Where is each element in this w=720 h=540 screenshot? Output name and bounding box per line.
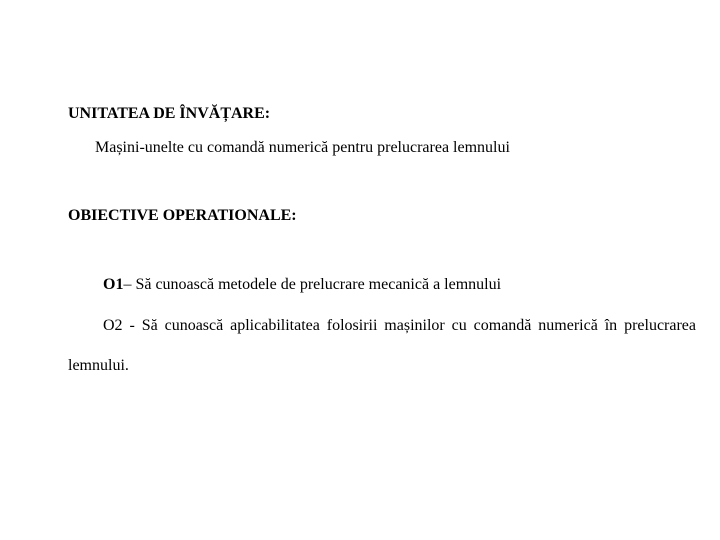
objectives-heading: OBIECTIVE OPERATIONALE: bbox=[68, 207, 297, 224]
learning-unit-title: Mașini-unelte cu comandă numerică pentru prelucrarea lemnului bbox=[95, 139, 510, 156]
objective-item-o2 bbox=[68, 306, 696, 386]
objective-code: O1 bbox=[103, 276, 124, 293]
objective-code: O2 bbox=[103, 317, 123, 334]
objective-text: - Să cunoască aplicabilitatea folosirii mașinilor cu comandă numerică în prelucrarea lemnului. bbox=[68, 317, 696, 374]
objective-text: – Să cunoască metodele de prelucrare mecanică a lemnului bbox=[123, 276, 502, 293]
learning-unit-heading: UNITATEA DE ÎNVĂȚARE: bbox=[68, 105, 271, 122]
objective-item-o1 bbox=[103, 275, 501, 295]
